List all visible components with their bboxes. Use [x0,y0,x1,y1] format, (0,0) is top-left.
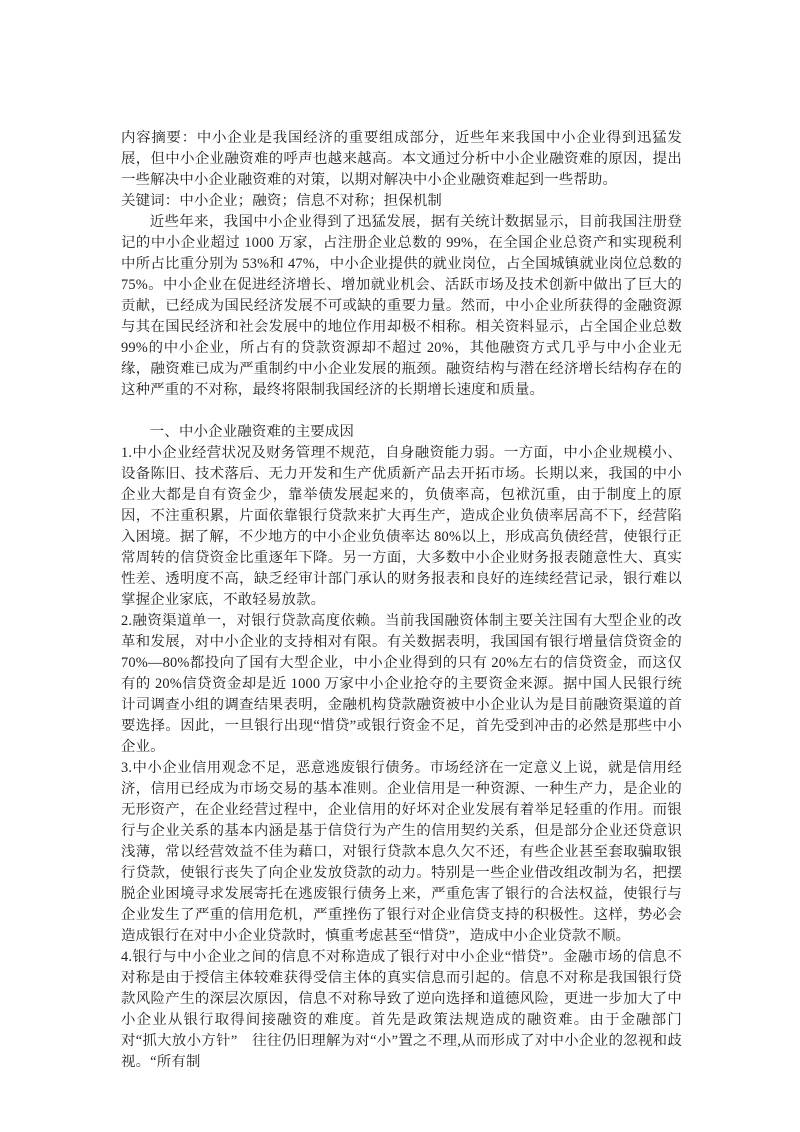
keywords-line: 关键词：中小企业；融资；信息不对称；担保机制 [121,193,442,209]
abstract-paragraph: 内容摘要：中小企业是我国经济的重要组成部分，近些年来我国中小企业得到迅猛发展，但中小企业融资难的呼声也越来越高。本文通过分析中小企业融资难的原因，提出一些解决中小企业融资难的对策，以期对解决中小企业融资难起到一些帮助。 [121,130,682,188]
cause-paragraph-1: 1.中小企业经营状况及财务管理不规范，自身融资能力弱。一方面，中小企业规模小、设备陈旧、技术落后、无力开发和生产优质新产品去开拓市场。长期以来，我国的中小企业大都是自有资金少，靠举债发展起来的，负债率高，包袱沉重，由于制度上的原因，不注重积累，片面依靠银行贷款来扩大再生产，造成企业负债率居高不下，经营陷入困境。据了解，不少地方的中小企业负债率达 80%以上，形成高负债经营，使银行正常周转的信贷资金比重逐年下降。另一方面，大多数中小企业财务报表随意性大、真实性差、透明度不高，缺乏经审计部门承认的财务报表和良好的连续经营记录，银行难以掌握企业家底，不敢轻易放款。 [121,445,682,608]
intro-paragraph: 近些年来，我国中小企业得到了迅猛发展，据有关统计数据显示，目前我国注册登记的中小企业超过 1000 万家，占注册企业总数的 99%，在全国企业总资产和实现税利中所占比重分别为 53%和 47%，中小企业提供的就业岗位，占全国城镇就业岗位总数的 75%。中小企业在促进经济增长、增加就业机会、活跃市场及技术创新中做出了巨大的贡献，已经成为国民经济发展不可或缺的重要力量。然而，中小企业所获得的金融资源与其在国民经济和社会发展中的地位作用却极不相称。相关资料显示，占全国企业总数 99%的中小企业，所占有的贷款资源却不超过 20%，其他融资方式几乎与中小企业无缘，融资难已成为严重制约中小企业发展的瓶颈。融资结构与潜在经济增长结构存在的这种严重的不对称，最终将限制我国经济的长期增长速度和质量。 [121,214,682,398]
cause-paragraph-3: 3.中小企业信用观念不足，恶意逃废银行债务。市场经济在一定意义上说，就是信用经济，信用已经成为市场交易的基本准则。企业信用是一种资源、一种生产力，是企业的无形资产，在企业经营过程中，企业信用的好坏对企业发展有着举足轻重的作用。而银行与企业关系的基本内涵是基于信贷行为产生的信用契约关系，但是部分企业还贷意识浅薄，常以经营效益不佳为藉口，对银行贷款本息久欠不还，有些企业甚至套取骗取银行贷款，使银行丧失了向企业发放贷款的动力。特别是一些企业借改组改制为名，把摆脱企业困境寻求发展寄托在逃废银行债务上来，严重危害了银行的合法权益，使银行与企业发生了严重的信用危机，严重挫伤了银行对企业信贷支持的积极性。这样，势必会造成银行在对中小企业贷款时，慎重考虑甚至“惜贷”，造成中小企业贷款不顺。 [121,760,682,944]
cause-paragraph-4: 4.银行与中小企业之间的信息不对称造成了银行对中小企业“惜贷”。金融市场的信息不对称是由于授信主体较难获得受信主体的真实信息而引起的。信息不对称是我国银行贷款风险产生的深层次原因，信息不对称导致了逆向选择和道德风险，更进一步加大了中小企业从银行取得间接融资的难度。首先是政策法规造成的融资难。由于金融部门对“抓大放小方针” 往往仍旧理解为对“小”置之不理,从而形成了对中小企业的忽视和歧视。“所有制 [121,949,682,1070]
section-heading: 一、中小企业融资难的主要成因 [149,424,355,440]
document-body [121,128,682,1073]
cause-paragraph-2: 2.融资渠道单一，对银行贷款高度依赖。当前我国融资体制主要关注国有大型企业的改革和发展，对中小企业的支持相对有限。有关数据表明，我国国有银行增量信贷资金的 70%—80%都投向了国有大型企业，中小企业得到的只有 20%左右的信贷资金，而这仅有的 20%信贷资金却是近 1000 万家中小企业抢夺的主要资金来源。据中国人民银行统计司调查小组的调查结果表明，金融机构贷款融资被中小企业认为是目前融资渠道的首要选择。因此，一旦银行出现“惜贷”或银行资金不足，首先受到冲击的必然是那些中小企业。 [121,613,682,755]
